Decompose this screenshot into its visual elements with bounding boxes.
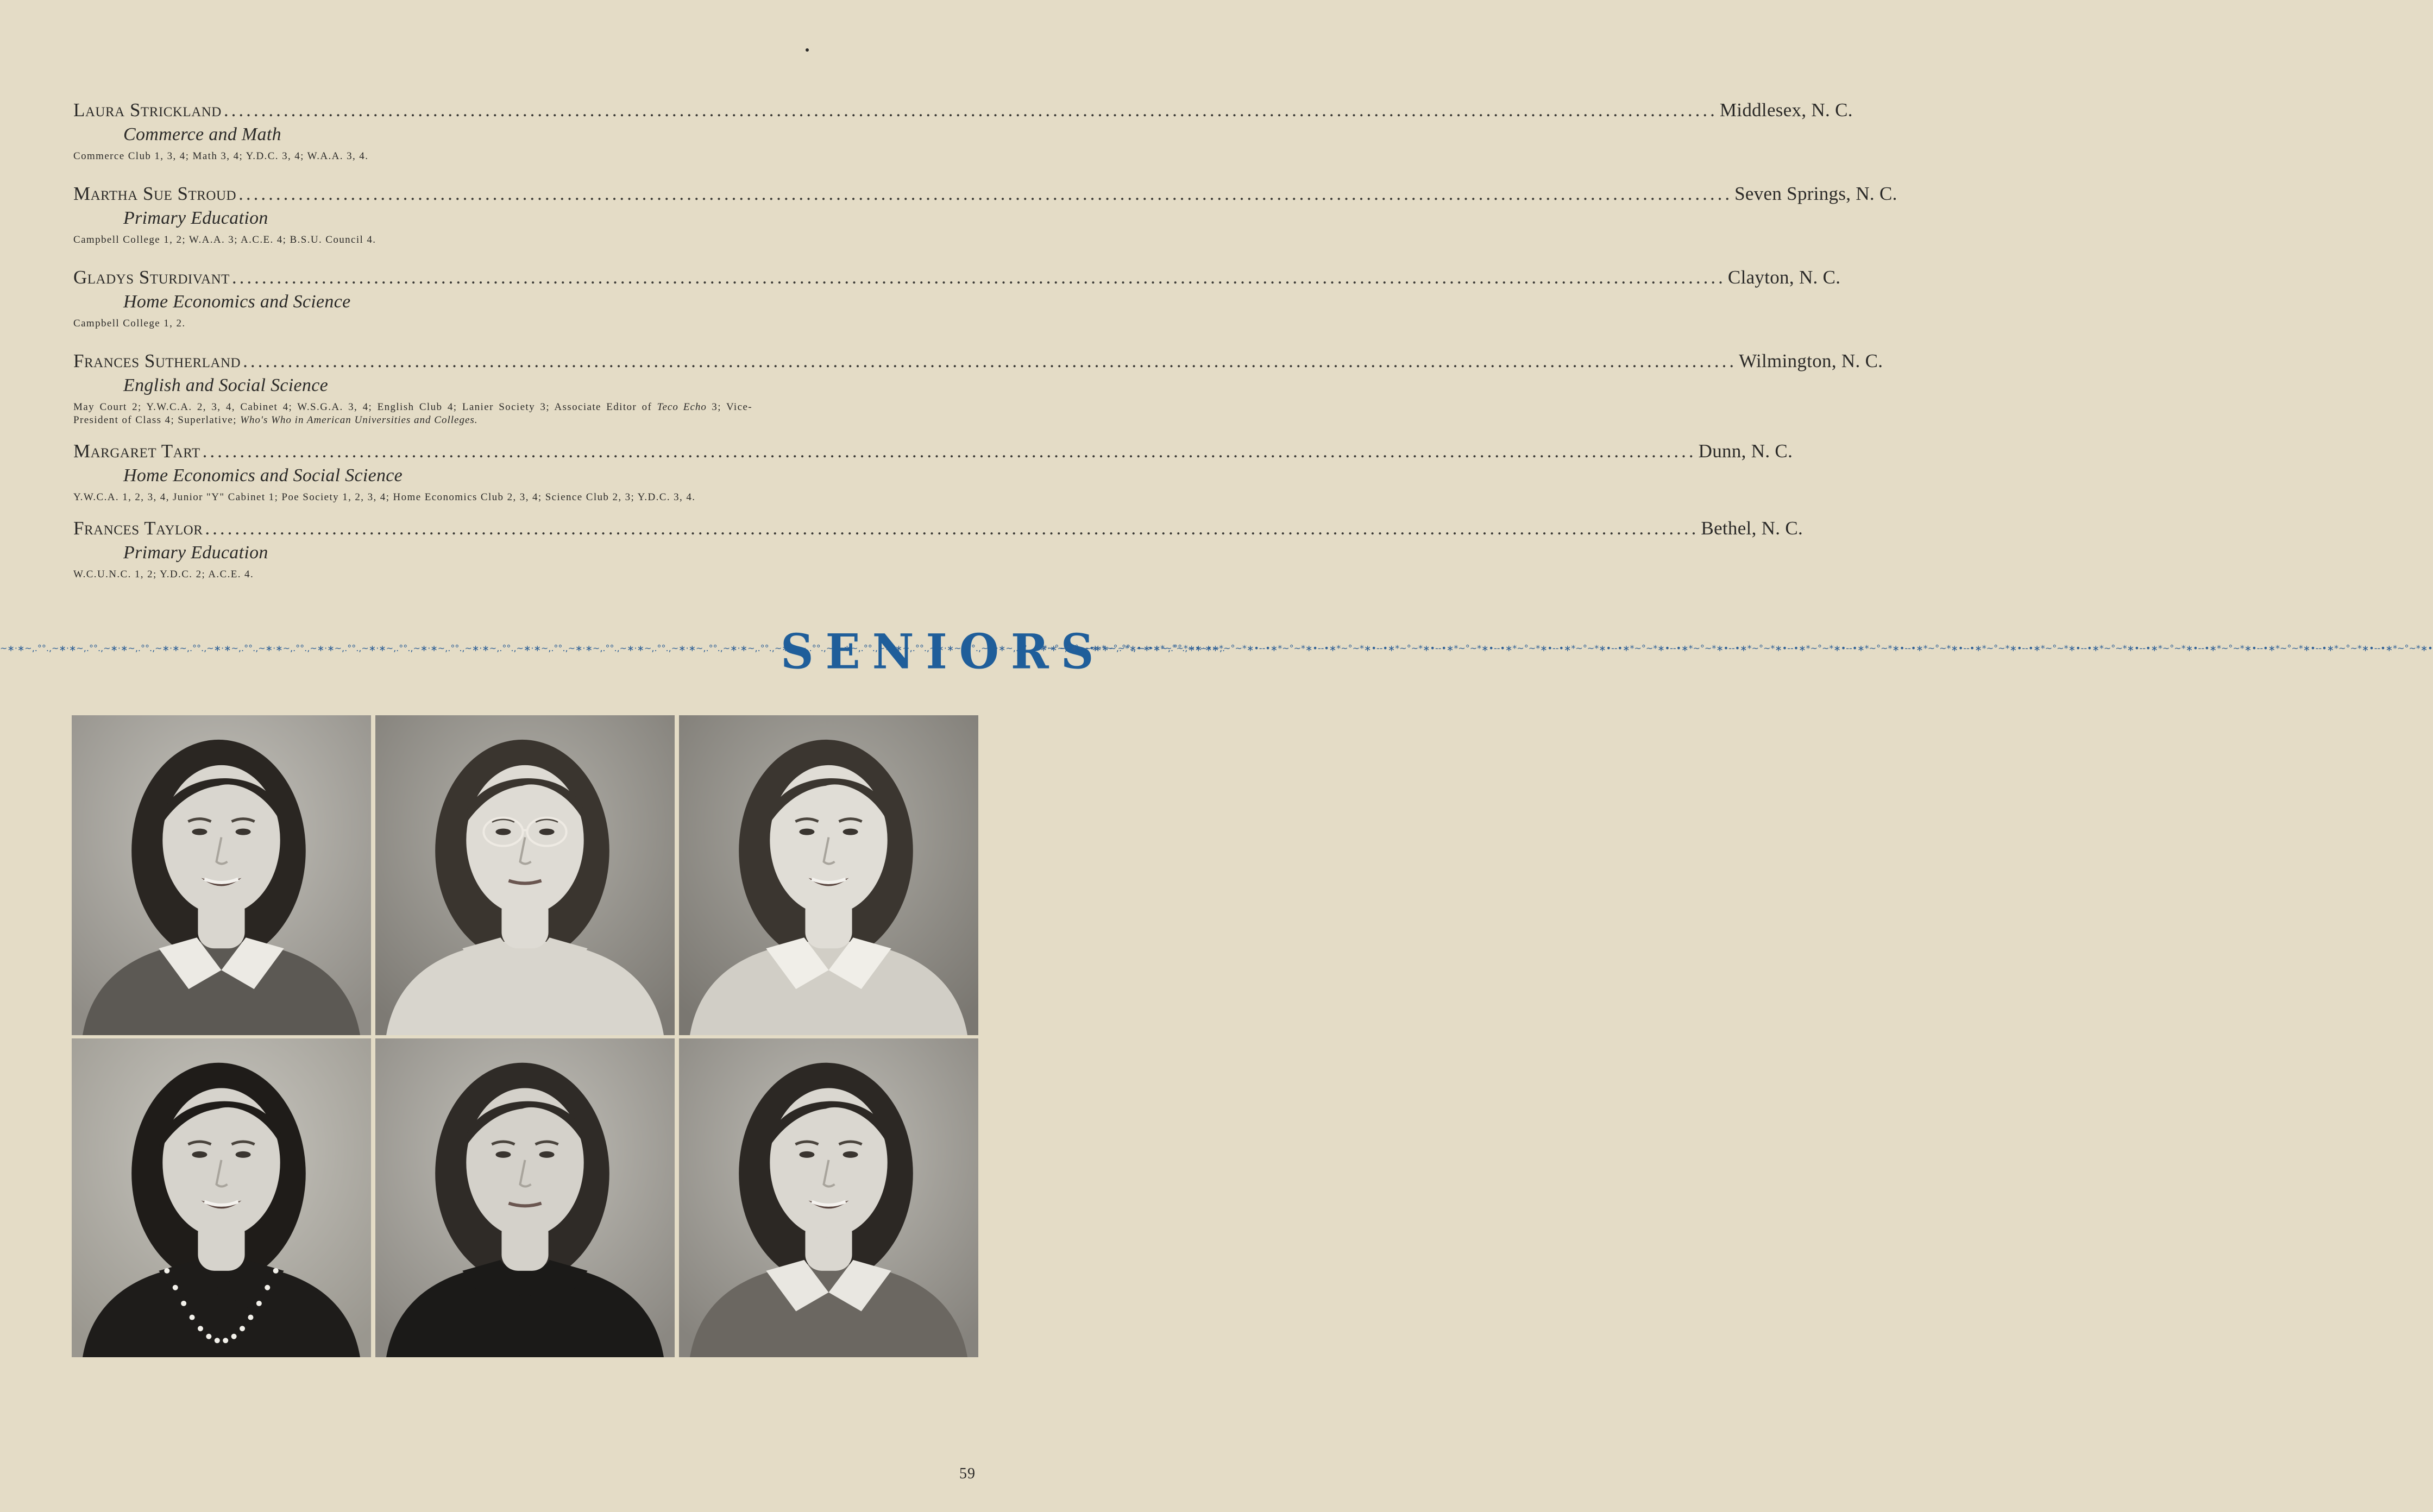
portrait-illustration [72, 715, 371, 1035]
portrait-photo [375, 715, 675, 1035]
senior-entry [73, 439, 1793, 504]
section-banner [0, 623, 2433, 680]
senior-major: Primary Education [123, 543, 268, 563]
name-line [73, 516, 1803, 541]
senior-activities: Campbell College 1, 2; W.A.A. 3; A.C.E. 4; B.S.U. Council 4. [73, 234, 376, 245]
dot-leader: ........................................................................................................................................................................................................ [223, 99, 1718, 121]
senior-major: English and Social Science [123, 375, 328, 395]
senior-entry [73, 181, 1897, 247]
senior-name: Laura Strickland [73, 99, 222, 121]
ornamental-border-right: *~°~*∗•--•∗*~°~*∗•--•∗*~°~*∗•--•∗*~°~*∗•--•∗*~°~*∗•--•∗*~°~*∗•--•∗*~°~*∗•--•∗*~°~*∗•--•∗*~°~*∗•--•∗*~°~*∗•--•∗*~°~*∗•--•∗*~°~*∗•--•∗*~°~*∗•--•∗*~°~*∗•--•∗*~°~*∗•--•∗*~°~*∗•--•∗*~°~*∗•--•∗*~°~*∗•--•∗*~°~*∗•--•∗*~°~*∗•--•∗*~°~*∗•--•∗*~°~*∗•--•∗*~°~*∗•--•∗*~°~*∗• [1043, 643, 2433, 653]
portrait-photo [72, 715, 371, 1035]
page-number: 59 [959, 1465, 976, 1482]
senior-major: Primary Education [123, 208, 268, 228]
section-title: SENIORS [781, 623, 1106, 680]
senior-activities: Campbell College 1, 2. [73, 318, 186, 329]
dot-leader: ........................................................................................................................................................................................................ [238, 183, 1733, 204]
dot-leader: ........................................................................................................................................................................................................ [205, 518, 1699, 539]
senior-name: Margaret Tart [73, 440, 200, 462]
senior-name: Frances Taylor [73, 518, 203, 539]
name-line [73, 265, 1841, 290]
portrait-photo [72, 1038, 371, 1357]
senior-hometown: Wilmington, N. C. [1739, 350, 1883, 371]
senior-hometown: Dunn, N. C. [1698, 440, 1793, 462]
senior-entry [73, 98, 1853, 163]
senior-entry [73, 516, 1803, 581]
senior-hometown: Clayton, N. C. [1727, 267, 1841, 288]
dot-leader: ........................................................................................................................................................................................................ [202, 440, 1696, 462]
name-line [73, 98, 1853, 123]
dot-leader: ........................................................................................................................................................................................................ [231, 267, 1726, 288]
senior-entry [73, 349, 1883, 427]
portrait-photo [679, 715, 978, 1035]
portrait-photo [679, 1038, 978, 1357]
senior-activities: W.C.U.N.C. 1, 2; Y.D.C. 2; A.C.E. 4. [73, 569, 254, 580]
name-line [73, 181, 1897, 206]
portrait-illustration [679, 715, 978, 1035]
senior-hometown: Seven Springs, N. C. [1734, 183, 1897, 204]
senior-name: Frances Sutherland [73, 350, 241, 371]
portrait-illustration [679, 1038, 978, 1357]
senior-major: Commerce and Math [123, 124, 281, 144]
portrait-illustration [72, 1038, 371, 1357]
activities-text: May Court 2; Y.W.C.A. 2, 3, 4, Cabinet 4; W.S.G.A. 3, 4; English Club 4; Lanier Society 3; Associate Editor of [73, 401, 657, 413]
portrait-photo [375, 1038, 675, 1357]
senior-hometown: Middlesex, N. C. [1719, 99, 1853, 121]
senior-entry [73, 265, 1841, 330]
senior-major: Home Economics and Science [123, 292, 351, 312]
senior-activities: Y.W.C.A. 1, 2, 3, 4, Junior "Y" Cabinet 1; Poe Society 1, 2, 3, 4; Home Economics Club 2, 3, 4; Science Club 2, 3; Y.D.C. 3, 4. [73, 492, 696, 503]
dot-leader: ........................................................................................................................................................................................................ [243, 350, 1737, 371]
senior-name: Martha Sue Stroud [73, 183, 237, 204]
portrait-illustration [375, 1038, 675, 1357]
portrait-illustration [375, 715, 675, 1035]
senior-name: Gladys Sturdivant [73, 267, 230, 288]
ornamental-border-left: ~∗·∗~,.°°.,~∗·∗~,.°°.,~∗·∗~,.°°.,~∗·∗~,.°°.,~∗·∗~,.°°.,~∗·∗~,.°°.,~∗·∗~,.°°.,~∗·∗~,.°°.,~∗·∗~,.°°.,~∗·∗~,.°°.,~∗·∗~,.°°.,~∗·∗~,.°°.,~∗·∗~,.°°.,~∗·∗~,.°°.,~∗·∗~,.°°.,~∗·∗~,.°°.,~∗·∗~,.°°.,~∗·∗~,.°°.,~∗·∗~,.°°.,~∗·∗~,.°°.,~∗·∗~,.°°.,~∗·∗~,.°°.,~∗·∗~,.°°.,~∗·∗~,. [0, 643, 1225, 653]
name-line [73, 439, 1793, 464]
senior-hometown: Bethel, N. C. [1701, 518, 1803, 539]
activities-text: 3; Vice-President of Class 4; Superlative; [73, 401, 753, 426]
portrait-grid [72, 715, 980, 1359]
senior-major: Home Economics and Social Science [123, 465, 403, 486]
senior-activities [73, 401, 752, 427]
senior-entries [73, 98, 1897, 581]
ink-speck [806, 48, 809, 52]
name-line [73, 349, 1883, 374]
honor-title: Who's Who in American Universities and Colleges. [240, 414, 478, 426]
publication-title: Teco Echo [657, 401, 707, 413]
senior-activities: Commerce Club 1, 3, 4; Math 3, 4; Y.D.C. 3, 4; W.A.A. 3, 4. [73, 150, 369, 162]
